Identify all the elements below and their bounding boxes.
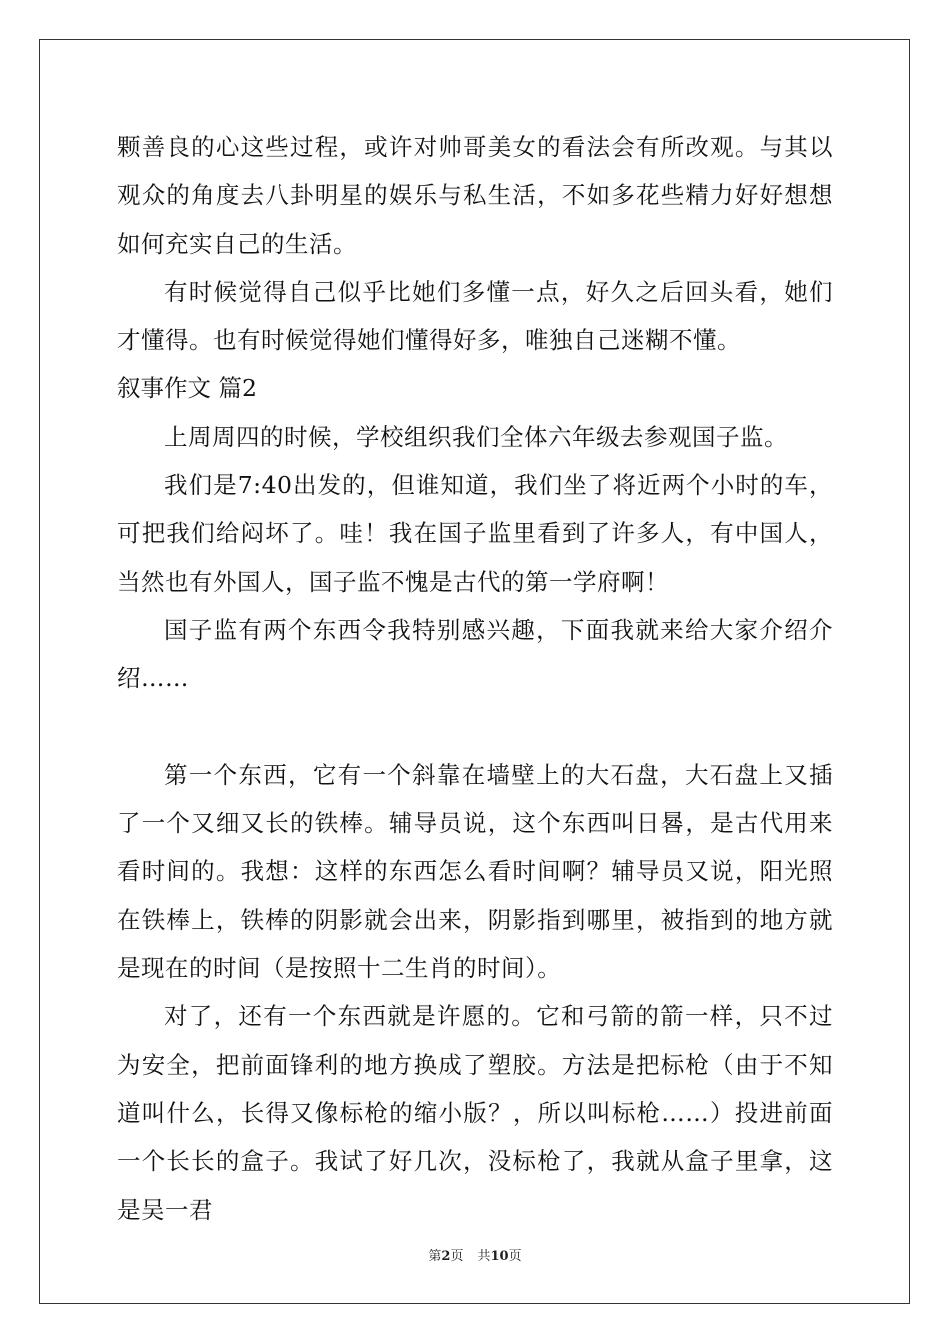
paragraph: 颗善良的心这些过程，或许对帅哥美女的看法会有所改观。与其以观众的角度去八卦明星的娱乐与私生活，不如多花些精力好好想想如何充实自己的生活。: [117, 133, 833, 258]
document-body: [117, 123, 833, 1234]
paragraph: 我们是7:40出发的，但谁知道，我们坐了将近两个小时的车，可把我们给闷坏了。哇！我在国子监里看到了许多人，有中国人，当然也有外国人，国子监不愧是古代的第一学府啊！: [117, 471, 833, 596]
blank-line: [117, 703, 833, 751]
paragraph: 上周周四的时候，学校组织我们全体六年级去参观国子监。: [164, 422, 788, 451]
total-suffix: 页: [508, 1249, 522, 1264]
total-pages: 10: [490, 1249, 509, 1264]
paragraph: 国子监有两个东西令我特别感兴趣，下面我就来给大家介绍介绍……: [117, 615, 833, 693]
page-prefix: 第: [428, 1249, 442, 1264]
paragraph: 有时候觉得自己似乎比她们多懂一点，好久之后回头看，她们才懂得。也有时候觉得她们懂得好多，唯独自己迷糊不懂。: [117, 277, 833, 355]
paragraph: 第一个东西，它有一个斜靠在墙壁上的大石盘，大石盘上又插了一个又细又长的铁棒。辅导员说，这个东西叫日晷，是古代用来看时间的。我想：这样的东西怎么看时间啊？辅导员又说，阳光照在铁棒上，铁棒的阴影就会出来，阴影指到哪里，被指到的地方就是现在的时间（是按照十二生肖的时间）。: [117, 760, 833, 983]
page-suffix: 页: [450, 1249, 464, 1264]
page-footer: [0, 1249, 950, 1265]
paragraph: 对了，还有一个东西就是许愿的。它和弓箭的箭一样，只不过为安全，把前面锋利的地方换成了塑胶。方法是把标枪（由于不知道叫什么，长得又像标枪的缩小版？，所以叫标枪……）投进前面一个长长的盒子。我试了好几次，没标枪了，我就从盒子里拿，这是吴一君: [117, 1002, 833, 1224]
section-heading: 叙事作文 篇2: [117, 374, 257, 403]
page-number: 2: [441, 1249, 451, 1264]
total-prefix: 共: [477, 1249, 491, 1264]
